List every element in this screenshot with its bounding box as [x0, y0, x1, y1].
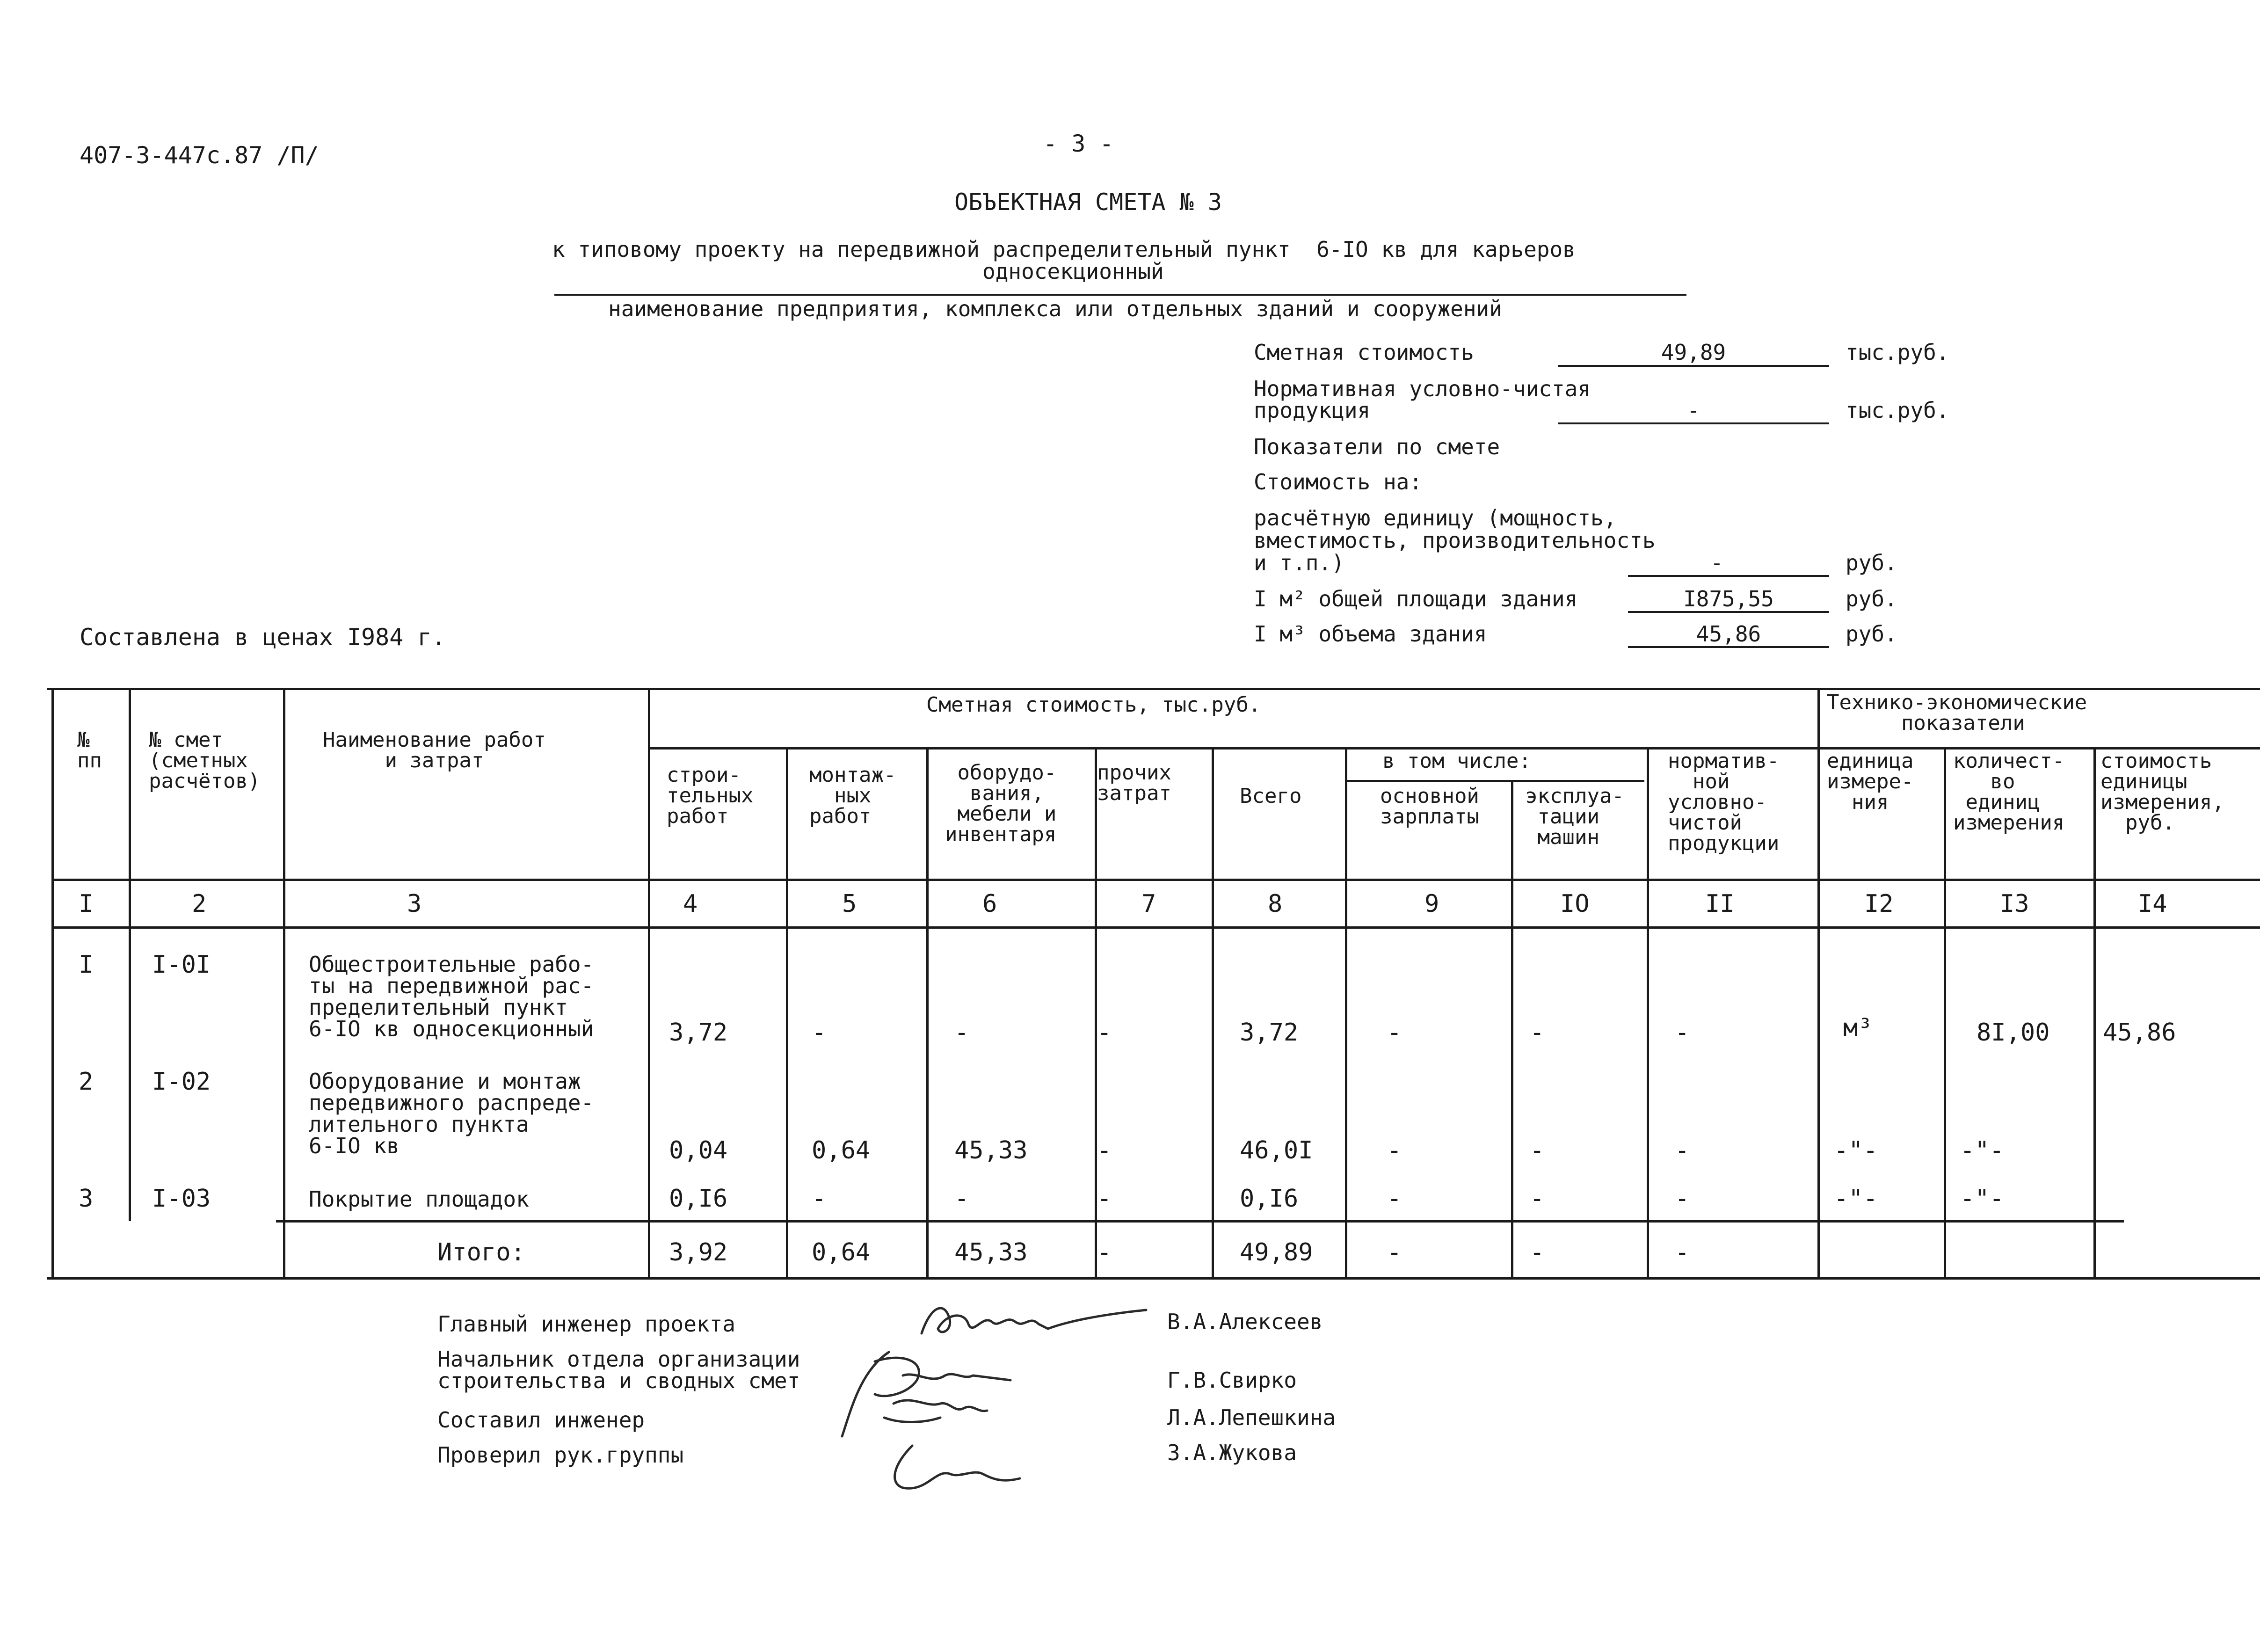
table-bottom-rule [47, 1277, 2260, 1280]
row-qty: -"- [1960, 1136, 2004, 1164]
row-total: 3,72 [1240, 1019, 1299, 1047]
signer-role: Начальник отдела организации строительства и сводных смет [437, 1346, 800, 1393]
table-top-rule [47, 688, 2260, 690]
row-no: 2 [79, 1068, 94, 1096]
row-salary: - [1387, 1136, 1402, 1164]
subtitle-caption: наименование предприятия, комплекса или отдельных зданий и сооружений [608, 296, 1502, 321]
signer-role: Проверил рук.группы [437, 1442, 684, 1468]
normative-label-2: продукция [1254, 398, 1371, 423]
total-machines: - [1530, 1238, 1545, 1266]
col-number: 9 [1424, 890, 1439, 918]
volume-unit: руб. [1846, 621, 1897, 647]
row-no: 3 [79, 1185, 94, 1213]
unit-label-3: и т.п.) [1254, 550, 1344, 575]
header-salary: основной зарплаты [1380, 784, 1479, 829]
normative-unit: тыс.руб. [1846, 398, 1949, 423]
header-unitcost: стоимость единицы измерения, руб. [2100, 749, 2224, 835]
col-rule-13 [2093, 747, 2096, 1277]
row-name: Покрытие площадок [309, 1186, 529, 1212]
signer-name: Л.А.Лепешкина [1167, 1405, 1336, 1430]
total-salary: - [1387, 1238, 1402, 1266]
area-value: I875,55 [1683, 586, 1774, 611]
row-salary: - [1387, 1185, 1402, 1213]
including-rule [1345, 780, 1644, 782]
header-cost-group: Сметная стоимость, тыс.руб. [926, 693, 1261, 717]
col-rule-9 [1511, 780, 1513, 1277]
col-number: 2 [192, 890, 207, 918]
col-rule-10 [1647, 747, 1649, 1277]
row-code: I-0I [152, 951, 211, 979]
header-build: строи- тельных работ [667, 763, 754, 828]
col-rule-11 [1817, 688, 1820, 1277]
header-estimates: № смет (сметных расчётов) [149, 728, 261, 793]
signer-name: Г.В.Свирко [1167, 1368, 1297, 1393]
row-code: I-03 [152, 1185, 211, 1213]
header-machines: эксплуа- тации машин [1525, 784, 1624, 849]
row-normative: - [1675, 1136, 1690, 1164]
prices-note: Составлена в ценах I984 г. [80, 624, 446, 651]
estimated-cost-label: Сметная стоимость [1254, 340, 1474, 365]
row-mount: - [812, 1185, 827, 1213]
subtitle-underline [554, 294, 1686, 296]
row-other: - [1097, 1185, 1112, 1213]
col-rule-2 [283, 688, 285, 1277]
col-number: 3 [407, 890, 422, 918]
col-number: II [1705, 890, 1735, 918]
col-rule-0 [51, 688, 54, 1277]
col-number: I [79, 890, 94, 918]
col-rule-12 [1944, 747, 1946, 1277]
row-code: I-02 [152, 1068, 211, 1096]
row-other: - [1097, 1019, 1112, 1047]
row-total: 0,I6 [1240, 1185, 1299, 1213]
row-machines: - [1530, 1185, 1545, 1213]
area-unit: руб. [1846, 586, 1897, 611]
header-bottom-rule [51, 879, 2260, 881]
row-build: 0,I6 [669, 1185, 728, 1213]
document-code: 407-3-447с.87 /П/ [80, 142, 319, 169]
signer-role: Главный инженер проекта [437, 1311, 735, 1337]
signature-svirko-lepeshkina [833, 1343, 1095, 1497]
estimated-cost-unit: тыс.руб. [1846, 340, 1949, 365]
col-rule-7 [1212, 747, 1214, 1277]
row-unit: -"- [1834, 1136, 1878, 1164]
header-normative: норматив- ной условно- чистой продукции [1668, 749, 1780, 855]
col-number: 4 [683, 890, 698, 918]
row-salary: - [1387, 1019, 1402, 1047]
subtitle-line-1: к типовому проекту на передвижной распределительный пункт 6-IO кв для карьеров [552, 237, 1576, 262]
row-equip: - [954, 1185, 969, 1213]
normative-label-1: Нормативная условно-чистая [1254, 376, 1591, 401]
unit-label-1: расчётную единицу (мощность, [1254, 505, 1617, 531]
col-rule-4 [786, 747, 788, 1277]
col-number: I2 [1864, 890, 1894, 918]
header-qty: количест- во единиц измерения [1953, 749, 2065, 835]
subtitle-line-2: односекционный [982, 259, 1164, 284]
total-build: 3,92 [669, 1238, 728, 1266]
document-title: ОБЪЕКТНАЯ СМЕТА № 3 [954, 189, 1222, 216]
row-equip: 45,33 [954, 1136, 1028, 1164]
row-normative: - [1675, 1019, 1690, 1047]
estimated-cost-underline [1558, 365, 1829, 367]
row-machines: - [1530, 1019, 1545, 1047]
header-unit: единица измере- ния [1827, 749, 1914, 814]
col-number: I4 [2138, 890, 2167, 918]
estimated-cost-value: 49,89 [1661, 340, 1726, 365]
total-mount: 0,64 [812, 1238, 871, 1266]
area-underline [1628, 611, 1829, 613]
row-other: - [1097, 1136, 1112, 1164]
col-rule-3 [648, 688, 650, 1277]
header-name: Наименование работ и затрат [323, 728, 546, 772]
header-equip: оборудо- вания, мебели и инвентаря [945, 761, 1057, 846]
col-number: 6 [982, 890, 997, 918]
page-number: - 3 - [1043, 130, 1114, 157]
col-number: I3 [2000, 890, 2029, 918]
indicators-label: Показатели по смете [1254, 434, 1500, 459]
header-tech-group: Технико-экономические показатели [1827, 691, 2087, 735]
row-normative: - [1675, 1185, 1690, 1213]
unit-label-2: вместимость, производительность [1254, 528, 1656, 553]
cost-on-label: Стоимость на: [1254, 469, 1423, 495]
column-numbers-rule [51, 926, 2260, 929]
row-unit: -"- [1834, 1185, 1878, 1213]
row-no: I [79, 951, 94, 979]
row-build: 3,72 [669, 1019, 728, 1047]
row-mount: 0,64 [812, 1136, 871, 1164]
header-no: № пп [77, 728, 102, 772]
row-unitcost: 45,86 [2103, 1019, 2176, 1047]
total-total: 49,89 [1240, 1238, 1313, 1266]
area-label: I м² общей площади здания [1254, 586, 1578, 611]
signer-name: З.А.Жукова [1167, 1440, 1297, 1465]
row-mount: - [812, 1019, 827, 1047]
header-total: Всего [1240, 784, 1302, 808]
signature-alekseev [912, 1296, 1155, 1347]
row-build: 0,04 [669, 1136, 728, 1164]
row-qty: -"- [1960, 1185, 2004, 1213]
col-rule-1 [129, 688, 131, 1221]
row-equip: - [954, 1019, 969, 1047]
total-normative: - [1675, 1238, 1690, 1266]
col-number: 7 [1141, 890, 1156, 918]
total-separator-rule [276, 1220, 2124, 1223]
row-total: 46,0I [1240, 1136, 1313, 1164]
normative-underline [1558, 422, 1829, 424]
row-name: Общестроительные рабо- ты на передвижной рас- пределительный пункт 6-IO кв односекционный [309, 952, 594, 1041]
normative-value: - [1687, 398, 1700, 423]
volume-label: I м³ объема здания [1254, 621, 1487, 647]
header-including: в том числе: [1382, 749, 1531, 773]
col-number: 5 [842, 890, 857, 918]
unit-unit: руб. [1846, 550, 1897, 575]
signer-name: В.А.Алексеев [1167, 1309, 1323, 1334]
col-rule-5 [926, 747, 929, 1277]
cost-group-rule [648, 747, 1817, 750]
total-label: Итого: [437, 1238, 525, 1266]
unit-underline [1628, 575, 1829, 577]
header-mount: монтаж- ных работ [809, 763, 896, 828]
row-machines: - [1530, 1136, 1545, 1164]
col-number: IO [1560, 890, 1590, 918]
row-unit: м³ [1843, 1014, 1873, 1042]
col-rule-8 [1345, 747, 1347, 1277]
signer-role: Составил инженер [437, 1407, 645, 1433]
row-name: Оборудование и монтаж передвижного распреде- лительного пункта 6-IO кв [309, 1069, 594, 1158]
total-other: - [1097, 1238, 1112, 1266]
unit-value: - [1710, 550, 1723, 575]
total-equip: 45,33 [954, 1238, 1028, 1266]
volume-value: 45,86 [1696, 621, 1761, 647]
volume-underline [1628, 646, 1829, 648]
header-other: прочих затрат [1097, 761, 1171, 805]
col-number: 8 [1268, 890, 1283, 918]
row-qty: 8I,00 [1977, 1019, 2050, 1047]
